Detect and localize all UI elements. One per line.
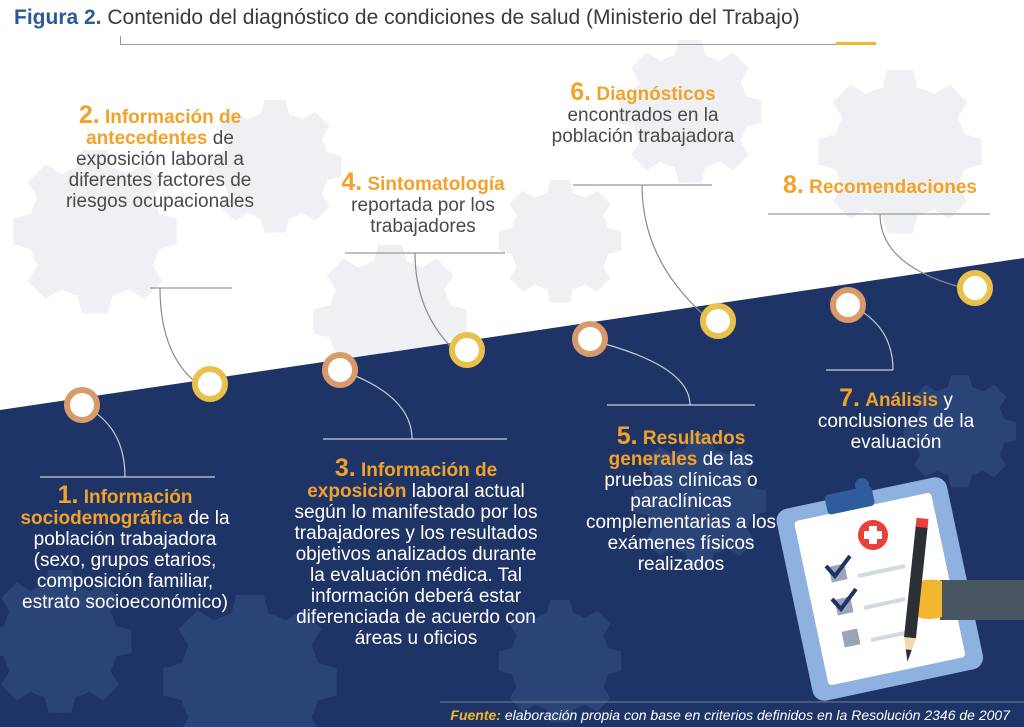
step-5-body: de las pruebas clínicas o paraclínicas complementarias a los exámenes físicos realizados: [585, 449, 777, 575]
step-4-body: reportada por los trabajadores: [351, 195, 495, 237]
figure-label: Figura 2.: [14, 6, 102, 29]
step-1-body: de la población trabajadora (sexo, grupos etarios, composición familiar, estrato socioeconómico): [22, 508, 230, 613]
step-1-text: [14, 481, 236, 613]
step-3-node: [325, 355, 355, 385]
step-1-node: [67, 390, 97, 420]
step-2-heading: Información de antecedentes: [86, 107, 242, 149]
step-8-text: [756, 171, 1004, 199]
source-label: Fuente:: [450, 707, 501, 723]
step-1-heading: Información sociodemográfica: [20, 487, 193, 529]
step-6-node: [703, 306, 733, 336]
figure-title: [14, 6, 800, 30]
step-7-text: [808, 384, 984, 453]
step-2-text: [62, 101, 258, 212]
medical-cross-icon: [858, 520, 888, 550]
step-4-heading: Sintomatología: [367, 174, 505, 195]
step-6-text: [548, 78, 738, 147]
step-8-heading: Recomendaciones: [809, 177, 978, 198]
step-6-number: 6.: [570, 78, 592, 106]
step-2-node: [195, 369, 225, 399]
step-6-heading: Diagnósticos: [596, 84, 716, 105]
step-5-node: [575, 324, 605, 354]
source-note: [450, 707, 1010, 723]
gear-icon: [818, 70, 981, 233]
step-3-text: [290, 454, 542, 649]
step-8-node: [960, 273, 990, 303]
step-5-heading: Resultados generales: [608, 428, 746, 470]
step-3-heading: Información de exposición: [307, 460, 498, 502]
step-4-node: [452, 335, 482, 365]
step-7-node: [833, 290, 863, 320]
step-4-text: [318, 168, 528, 237]
title-underline: [120, 36, 861, 45]
step-2-body: de exposición laboral a diferentes factores de riesgos ocupacionales: [65, 128, 254, 212]
step-7-number: 7.: [839, 384, 860, 412]
step-3-number: 3.: [334, 454, 356, 482]
step-7-body: y conclusiones de la evaluación: [817, 390, 975, 453]
source-text: elaboración propia con base en criterios definidos en la Resolución 2346 de 2007: [504, 707, 1010, 723]
step-2-number: 2.: [78, 101, 100, 129]
figure-title-text: Contenido del diagnóstico de condiciones de salud (Ministerio del Trabajo): [107, 6, 800, 29]
step-5-number: 5.: [616, 422, 638, 450]
step-5-text: [582, 422, 780, 575]
step-1-number: 1.: [57, 481, 79, 509]
step-3-body: laboral actual según lo manifestado por los trabajadores y los resultados objetivos analizados durante la evaluación médica. Tal información deberá estar diferenciada de acuerdo con áreas u oficios: [294, 481, 538, 649]
step-7-heading: Análisis: [865, 390, 939, 411]
title-accent-bar: [836, 42, 876, 45]
step-8-number: 8.: [782, 171, 804, 199]
step-4-number: 4.: [341, 168, 363, 196]
step-6-body: encontrados en la población trabajadora: [551, 105, 735, 147]
